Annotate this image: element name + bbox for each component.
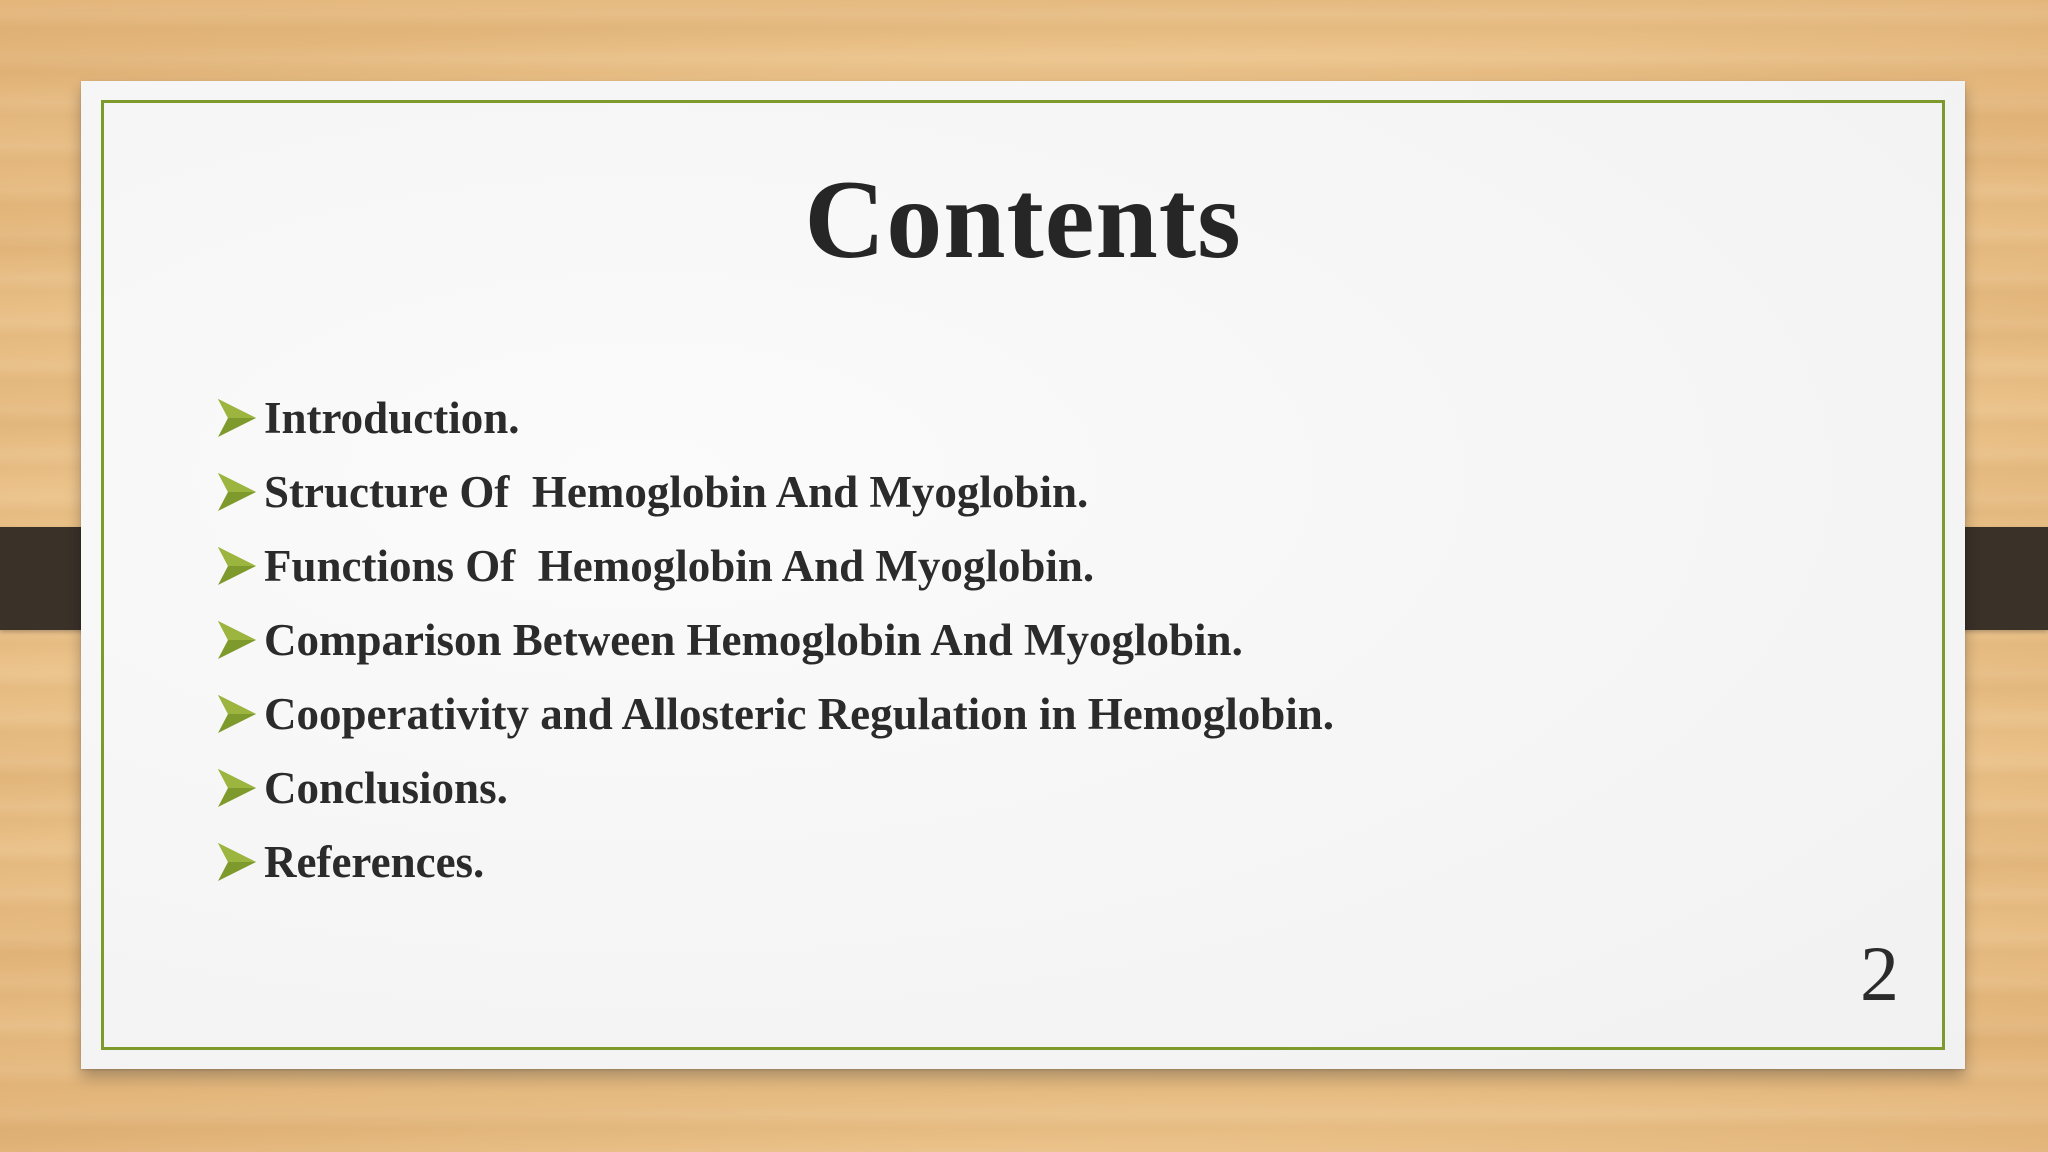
- list-item-label: Cooperativity and Allosteric Regulation in Hemoglobin.: [264, 689, 1335, 739]
- list-item: [216, 677, 1334, 751]
- arrow-bullet-icon: [216, 544, 258, 588]
- list-item: [216, 825, 1334, 899]
- arrow-bullet-icon: [216, 840, 258, 884]
- list-item-label: Conclusions.: [264, 763, 508, 813]
- list-item: [216, 603, 1334, 677]
- arrow-bullet-icon: [216, 396, 258, 440]
- arrow-bullet-icon: [216, 470, 258, 514]
- list-item-label: Introduction.: [264, 393, 520, 443]
- list-item: [216, 455, 1334, 529]
- list-item: [216, 381, 1334, 455]
- page-number: 2: [1860, 930, 1899, 1017]
- arrow-bullet-icon: [216, 618, 258, 662]
- arrow-bullet-icon: [216, 692, 258, 736]
- list-item-label: Comparison Between Hemoglobin And Myoglobin.: [264, 615, 1243, 665]
- list-item-label: References.: [264, 837, 485, 887]
- list-item-label: Structure Of Hemoglobin And Myoglobin.: [264, 467, 1089, 517]
- list-item: [216, 751, 1334, 825]
- slide: [81, 81, 1965, 1069]
- slide-title: Contents: [804, 158, 1242, 282]
- list-item: [216, 529, 1334, 603]
- contents-list: [216, 381, 1334, 899]
- list-item-label: Functions Of Hemoglobin And Myoglobin.: [264, 541, 1095, 591]
- arrow-bullet-icon: [216, 766, 258, 810]
